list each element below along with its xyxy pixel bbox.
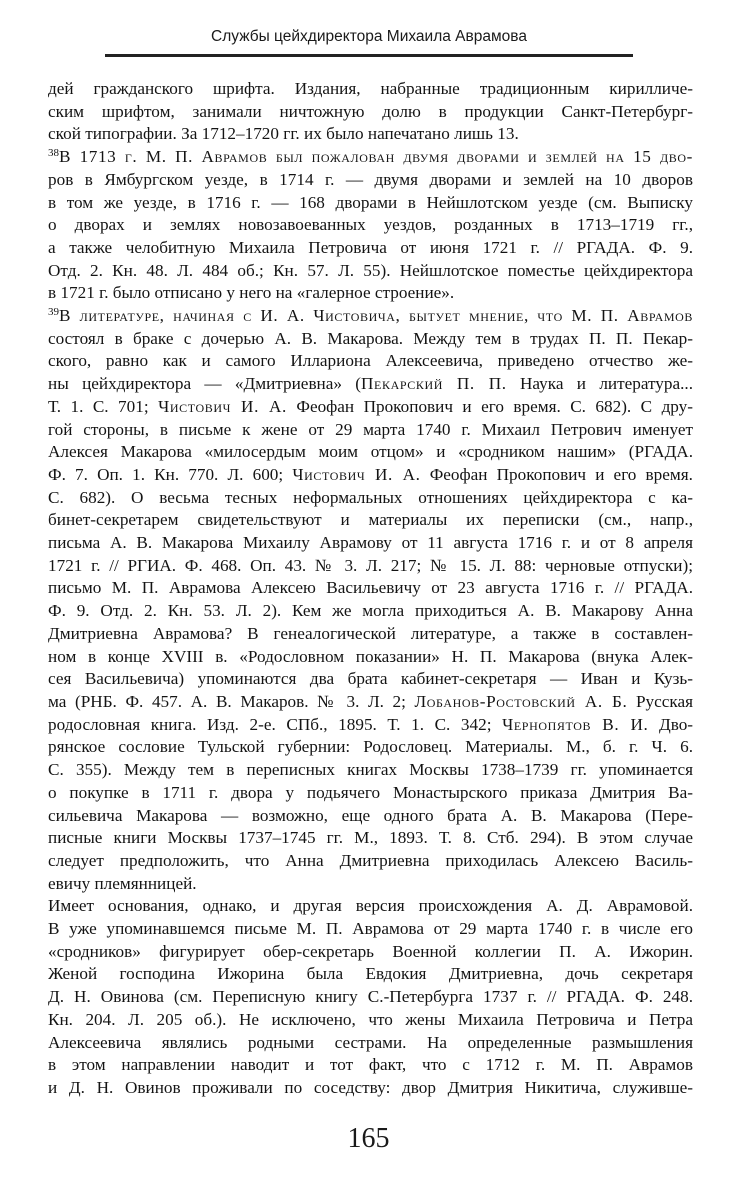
text-line xyxy=(48,509,693,532)
text-segment: Имеет основания, однако, и другая версия происхождения А. Д. Аврамовой. xyxy=(48,896,693,916)
text-line xyxy=(48,396,693,419)
text-line xyxy=(48,646,693,669)
text-segment: Алексея Макарова «милосердым моим отцом» и «сродником нашим» (РГАДА. xyxy=(48,442,693,462)
text-line xyxy=(48,214,693,237)
text-segment: и Д. Н. Овинов проживали по соседству: двор Дмитрия Никитича, служивше- xyxy=(48,1077,693,1097)
text-segment: дей гражданского шрифта. Издания, набранные традиционным кирилличе- xyxy=(48,79,693,98)
text-segment: ров в Ямбургском уезде, в 1714 г. — двумя дворами и землей на 10 дворов xyxy=(48,169,693,189)
text-segment: в том же уезде, в 1716 г. — 168 дворами в Нейшлотском уезде (см. Выписку xyxy=(48,192,693,212)
text-line xyxy=(48,487,693,510)
text-line xyxy=(48,192,693,215)
text-line xyxy=(48,577,693,600)
text-segment: в 1721 г. было отписано у него на «галерное строение». xyxy=(48,283,455,303)
author-name: Чистович И. А. xyxy=(292,464,421,484)
text-line xyxy=(48,101,693,124)
author-name: В 1713 г. М. П. Аврамов был пожалован двумя дворами и землей на 15 дво- xyxy=(59,147,693,167)
text-line xyxy=(48,464,693,487)
text-line xyxy=(48,146,693,169)
header-rule xyxy=(105,54,633,57)
text-segment: Кн. 204. Л. 205 об.). Не исключено, что жены Михаила Петровича и Петра xyxy=(48,1009,693,1029)
text-line xyxy=(48,123,693,146)
text-line xyxy=(48,1032,693,1055)
text-segment: Ф. 9. Отд. 2. Кн. 53. Л. 2). Кем же могла приходиться А. В. Макарову Анна xyxy=(48,601,693,621)
text-segment: Отд. 2. Кн. 48. Л. 484 об.; Кн. 57. Л. 55). Нейшлотское поместье цейхдиректора xyxy=(48,260,693,280)
text-segment: Дво- xyxy=(648,714,694,734)
text-line xyxy=(48,237,693,260)
text-segment: писные книги Москвы 1737–1745 гг. М., 1893. Т. 8. Стб. 294). В этом случае xyxy=(48,828,693,848)
text-line xyxy=(48,169,693,192)
text-segment: В уже упоминавшемся письме М. П. Аврамова от 29 марта 1740 г. в числе его xyxy=(48,919,693,939)
text-line xyxy=(48,555,693,578)
text-line xyxy=(48,827,693,850)
text-line xyxy=(48,282,693,305)
text-segment: о дворах и землях новозавоеванных уездов, розданных в 1713–1719 гг., xyxy=(48,215,693,235)
text-segment: рянское сословие Тульской губернии: Родословец. Материалы. М., б. г. Ч. 6. xyxy=(48,737,693,757)
text-segment: состоял в браке с дочерью А. В. Макарова. Между тем в трудах П. П. Пекар- xyxy=(48,328,693,348)
text-line xyxy=(48,373,693,396)
text-line xyxy=(48,941,693,964)
text-line xyxy=(48,350,693,373)
author-name: Чернопятов В. И. xyxy=(502,714,649,734)
text-segment: сильевича Макарова — возможно, еще одного брата А. В. Макарова (Пере- xyxy=(48,805,693,825)
text-line xyxy=(48,736,693,759)
footnote-marker: 39 xyxy=(48,306,59,319)
text-segment: ского, равно как и самого Иллариона Алексеевича, приведено отчество же- xyxy=(48,351,693,371)
text-segment: ской типографии. За 1712–1720 гг. их было напечатано лишь 13. xyxy=(48,124,519,144)
footnote-marker: 38 xyxy=(48,147,59,160)
text-segment: бинет-секретарем свидетельствуют и материалы их переписки (см., напр., xyxy=(48,510,693,530)
author-name: Чистович И. А. xyxy=(158,396,287,416)
text-line xyxy=(48,419,693,442)
text-segment: Наука и литература... xyxy=(506,374,693,394)
page-number: 165 xyxy=(347,1123,390,1154)
page-body xyxy=(48,78,693,1100)
text-line xyxy=(48,714,693,737)
text-segment: следует предположить, что Анна Дмитриевна приходилась Алексею Василь- xyxy=(48,850,693,870)
text-segment: Феофан Прокопович и его время. xyxy=(420,464,693,484)
text-segment: Д. Н. Овинова (см. Переписную книгу С.-Петербурга 1737 г. // РГАДА. Ф. 248. xyxy=(48,987,693,1007)
text-segment: Феофан Прокопович и его время. С. 682). С дру- xyxy=(286,396,693,416)
text-line xyxy=(48,328,693,351)
author-name: Пекарский П. П. xyxy=(361,374,507,394)
text-line xyxy=(48,1009,693,1032)
text-segment: а также челобитную Михаила Петровича от июня 1721 г. // РГАДА. Ф. 9. xyxy=(48,237,693,257)
text-line xyxy=(48,1054,693,1077)
text-line xyxy=(48,918,693,941)
text-line xyxy=(48,441,693,464)
text-segment: Русская xyxy=(627,691,693,711)
text-line xyxy=(48,600,693,623)
text-segment: родословная книга. Изд. 2-е. СПб., 1895. Т. 1. С. 342; xyxy=(48,714,503,734)
text-segment: Ф. 7. Оп. 1. Кн. 770. Л. 600; xyxy=(48,464,293,484)
text-line xyxy=(48,623,693,646)
text-segment: Т. 1. С. 701; xyxy=(48,396,159,416)
text-line xyxy=(48,759,693,782)
page-header xyxy=(105,28,633,60)
text-segment: о покупке в 1711 г. двора у подьячего Монастырского приказа Дмитрия Ва- xyxy=(48,782,693,802)
text-line xyxy=(48,873,693,896)
text-line xyxy=(48,782,693,805)
text-line xyxy=(48,260,693,283)
text-segment: ны цейхдиректора — «Дмитриевна» ( xyxy=(48,374,362,394)
text-segment: ма (РНБ. Ф. 457. А. В. Макаров. № 3. Л. 2; xyxy=(48,691,415,711)
author-name: Лобанов-Ростовский А. Б. xyxy=(414,691,628,711)
text-segment: Дмитриевна Аврамова? В генеалогической литературе, а также в составлен- xyxy=(48,623,693,643)
text-segment: в этом направлении наводит и тот факт, что с 1712 г. М. П. Аврамов xyxy=(48,1055,693,1075)
text-line xyxy=(48,850,693,873)
text-segment: «сродников» фигурирует обер-секретарь Военной коллегии П. А. Ижорин. xyxy=(48,941,693,961)
text-segment: ном в конце XVIII в. «Родословном показании» Н. П. Макарова (внука Алек- xyxy=(48,646,693,666)
text-line xyxy=(48,305,693,328)
text-line xyxy=(48,532,693,555)
text-line xyxy=(48,691,693,714)
text-segment: Алексеевича являлись родными сестрами. На определенные размышления xyxy=(48,1032,693,1052)
text-segment: 1721 г. // РГИА. Ф. 468. Оп. 43. № 3. Л. 217; № 15. Л. 88: черновые отпуски); xyxy=(48,555,693,575)
author-name: В литературе, начиная с И. А. Чистовича, бытует мнение, что М. П. Аврамов xyxy=(59,306,693,326)
text-segment: гой стороны, в письме к жене от 29 марта 1740 г. Михаил Петрович именует xyxy=(48,419,693,439)
text-line xyxy=(48,805,693,828)
text-line xyxy=(48,963,693,986)
text-line xyxy=(48,986,693,1009)
text-segment: ским шрифтом, занимали ничтожную долю в продукции Санкт-Петербург- xyxy=(48,101,693,121)
text-segment: письма А. В. Макарова Михаилу Аврамову от 11 августа 1716 г. и от 8 апреля xyxy=(48,533,693,553)
text-segment: С. 355). Между тем в переписных книгах Москвы 1738–1739 гг. упоминается xyxy=(48,760,693,780)
text-line xyxy=(48,1077,693,1100)
text-line xyxy=(48,78,693,101)
text-segment: Женой господина Ижорина была Евдокия Дмитриевна, дочь секретаря xyxy=(48,964,693,984)
running-head: Службы цейхдиректора Михаила Аврамова xyxy=(211,28,527,45)
text-line xyxy=(48,668,693,691)
text-segment: письмо М. П. Аврамова Алексею Васильевичу от 23 августа 1716 г. // РГАДА. xyxy=(48,578,693,598)
text-segment: сея Васильевича) упоминаются два брата кабинет-секретаря — Иван и Кузь- xyxy=(48,669,693,689)
text-line xyxy=(48,895,693,918)
text-segment: С. 682). О весьма тесных неформальных отношениях цейхдиректора с ка- xyxy=(48,487,693,507)
text-segment: евичу племянницей. xyxy=(48,873,197,893)
